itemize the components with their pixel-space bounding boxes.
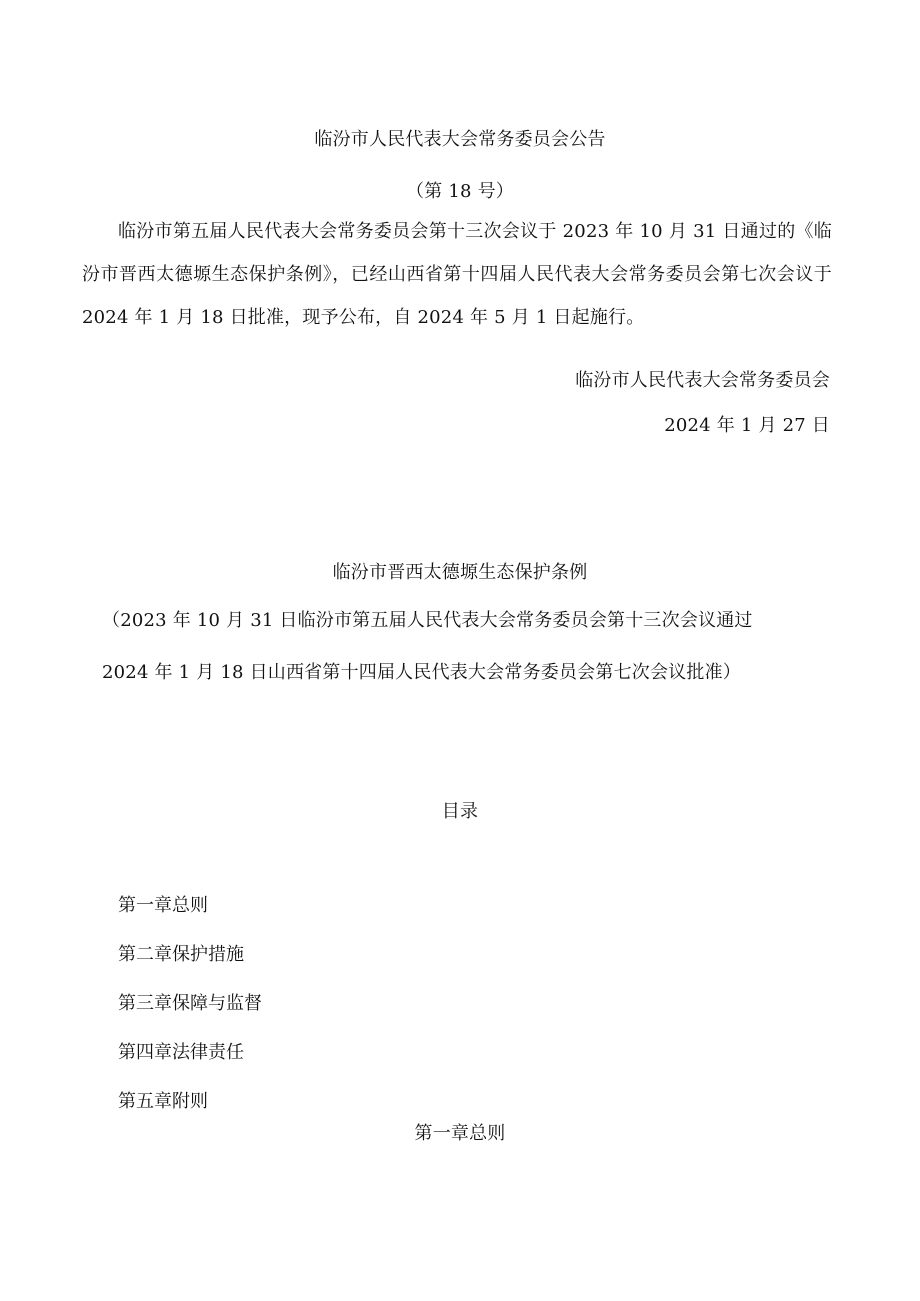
toc-heading: 目录 [441,801,479,822]
regulation-passage-note-1: （2023 年 10 月 31 日临汾市第五届人民代表大会常务委员会第十三次会议通过 [102,610,753,631]
announcement-body: 临汾市第五届人民代表大会常务委员会第十三次会议于 2023 年 10 月 31 日通过的《临汾市晋西太德塬生态保护条例》，已经山西省第十四届人民代表大会常务委员会第七次会议于 2024 年 1 月 18 日批准，现予公布，自 2024 年 5 月 1 日起施行。 [82,221,832,328]
announcement-signatory: 临汾市人民代表大会常务委员会 [575,370,830,391]
regulation-title: 临汾市晋西太德塬生态保护条例 [332,562,588,583]
toc-item-chapter-2: 第二章保护措施 [118,944,244,965]
chapter-one-heading: 第一章总则 [414,1123,506,1144]
regulation-passage-note-2: 2024 年 1 月 18 日山西省第十四届人民代表大会常务委员会第七次会议批准） [102,662,741,683]
announcement-date: 2024 年 1 月 27 日 [664,415,830,436]
announcement-title: 临汾市人民代表大会常务委员会公告 [314,129,606,150]
announcement-number: （第 18 号） [406,181,514,202]
toc-item-chapter-4: 第四章法律责任 [118,1042,244,1063]
toc-item-chapter-1: 第一章总则 [118,895,208,916]
toc-item-chapter-3: 第三章保障与监督 [118,993,262,1014]
toc-item-chapter-5: 第五章附则 [118,1091,208,1112]
